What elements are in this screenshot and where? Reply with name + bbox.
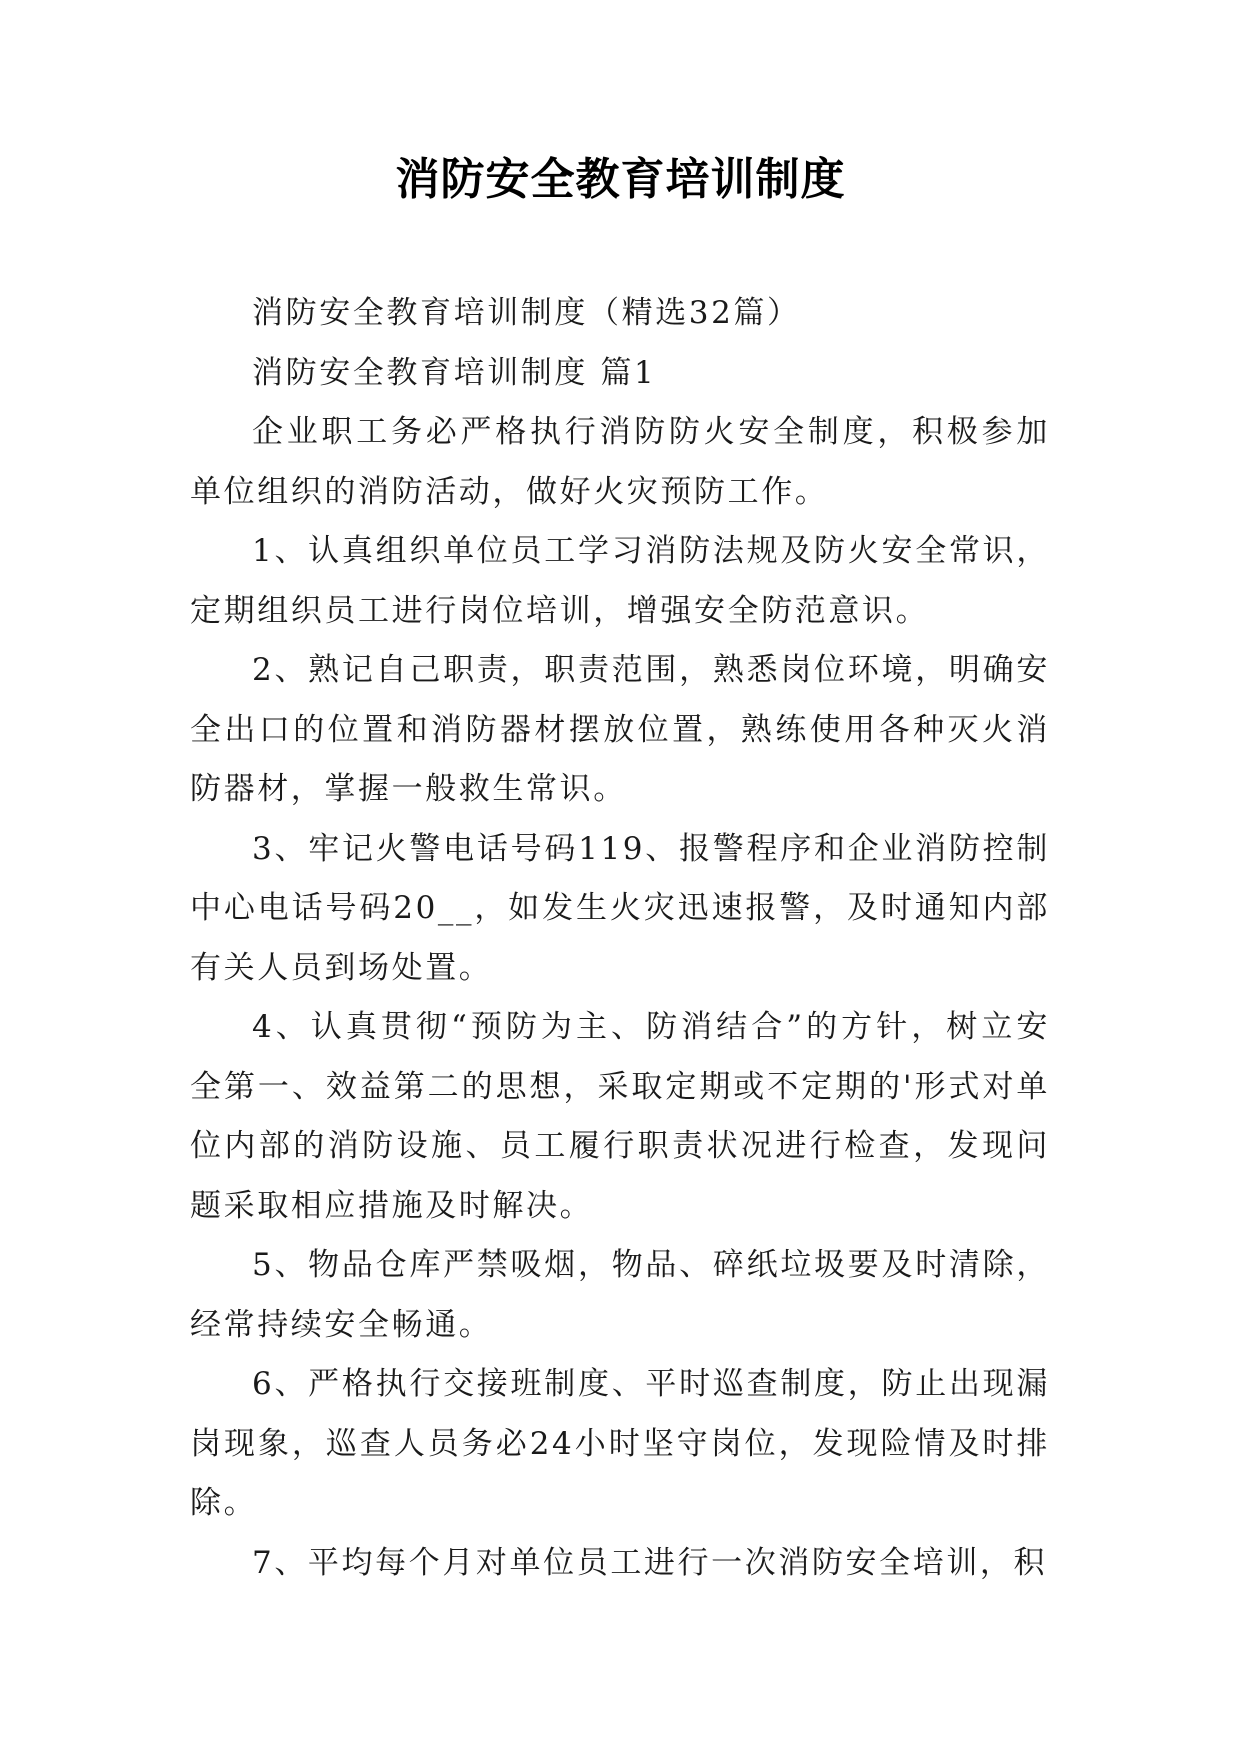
paragraph-item-3: 3、牢记火警电话号码119、报警程序和企业消防控制中心电话号码20__，如发生火灾迅速报警，及时通知内部有关人员到场处置。 bbox=[190, 830, 1050, 986]
paragraph-item-7: 7、平均每个月对单位员工进行一次消防安全培训，积 bbox=[252, 1544, 1048, 1581]
paragraph-item-1: 1、认真组织单位员工学习消防法规及防火安全常识，定期组织员工进行岗位培训，增强安全防范意识。 bbox=[190, 533, 1050, 629]
paragraph-item-6: 6、严格执行交接班制度、平时巡查制度，防止出现漏岗现象，巡查人员务必24小时坚守岗位，发现险情及时排除。 bbox=[190, 1366, 1050, 1521]
paragraph-item-2: 2、熟记自己职责，职责范围，熟悉岗位环境，明确安全出口的位置和消防器材摆放位置，熟练使用各种灭火消防器材，掌握一般救生常识。 bbox=[190, 652, 1050, 807]
document-title: 消防安全教育培训制度 bbox=[395, 154, 846, 205]
document-body bbox=[190, 284, 1050, 1593]
paragraph-intro: 企业职工务必严格执行消防防火安全制度，积极参加单位组织的消防活动，做好火灾预防工作。 bbox=[190, 414, 1050, 510]
paragraph-item-5: 5、物品仓库严禁吸烟，物品、碎纸垃圾要及时清除，经常持续安全畅通。 bbox=[190, 1247, 1050, 1343]
paragraph-subtitle: 消防安全教育培训制度（精选32篇） bbox=[252, 295, 801, 331]
paragraph-item-4: 4、认真贯彻“预防为主、防消结合”的方针，树立安全第一、效益第二的思想，采取定期或不定期的'形式对单位内部的消防设施、员工履行职责状况进行检查，发现问题采取相应措施及时解决。 bbox=[190, 1009, 1050, 1224]
paragraph-section-heading: 消防安全教育培训制度 篇1 bbox=[252, 354, 657, 391]
